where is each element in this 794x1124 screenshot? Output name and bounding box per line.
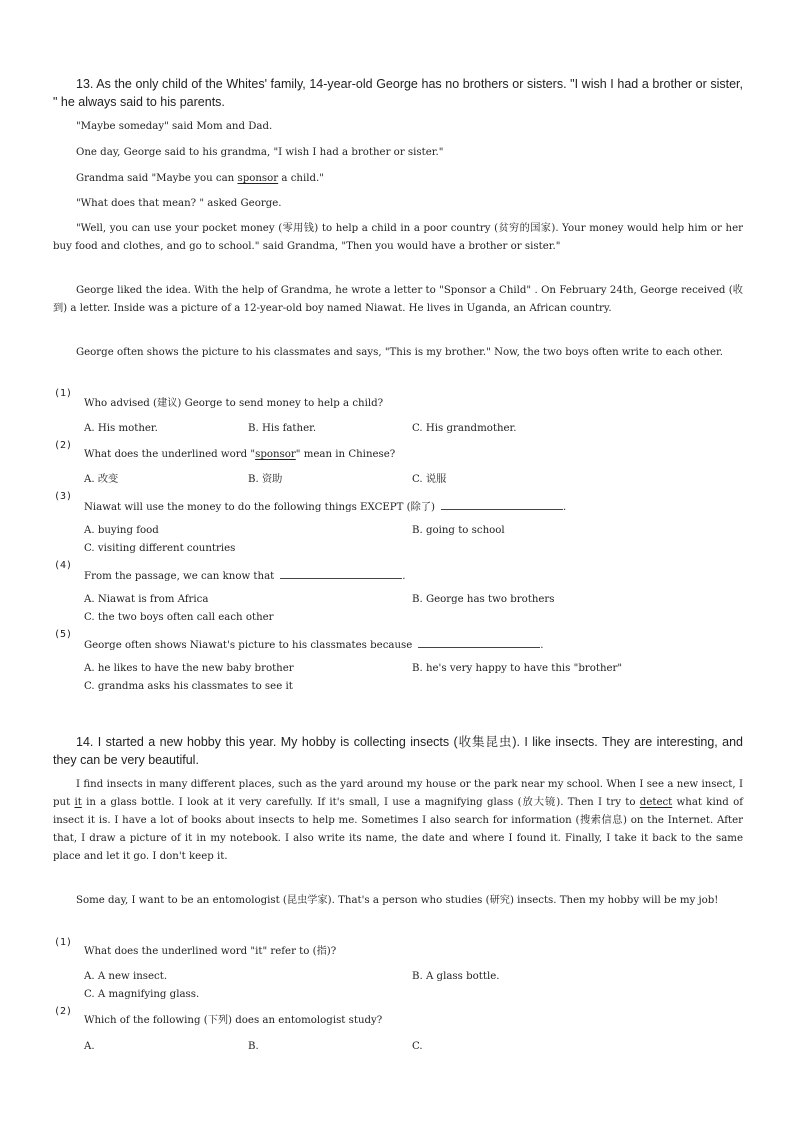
underlined-word-it: it [74, 797, 82, 808]
answer-blank[interactable] [441, 497, 563, 510]
question-text: Which of the following (下列) does an entomologist study? [84, 1015, 383, 1026]
q14-para-2: Some day, I want to be an entomologist (昆虫学家). That's a person who studies (研究) insects. Then my hobby will be my job! [76, 895, 719, 906]
option-a[interactable]: A. 改变 [84, 474, 119, 485]
question-text: What does the underlined word "sponsor" mean in Chinese? [84, 449, 396, 460]
question-number: (3) [54, 491, 73, 502]
question-number: (2) [54, 440, 73, 451]
question-text: Who advised (建议) George to send money to help a child? [84, 398, 384, 409]
option-a[interactable]: A. Niawat is from Africa [84, 594, 209, 605]
q13-para-4: "What does that mean? " asked George. [76, 198, 282, 209]
option-b[interactable]: B. 资助 [248, 474, 283, 485]
q13-para-2: One day, George said to his grandma, "I wish I had a brother or sister." [76, 147, 444, 158]
underlined-word-sponsor: sponsor [255, 449, 296, 460]
q13-para-5: "Well, you can use your pocket money (零用钱) to help a child in a poor country (贫穷的国家). Your money would help him or her buy food and clothes, and go to school." said Grandma, "Then you would have a brother or sister." [53, 223, 743, 252]
option-c[interactable]: C. grandma asks his classmates to see it [84, 681, 293, 692]
question-number: (1) [54, 937, 73, 948]
question-number: (2) [54, 1006, 73, 1017]
q14-para-1: I find insects in many different places, such as the yard around my house or the park near my school. When I see a new insect, I put it in a glass bottle. I look at it very carefully. If it's small, I use a magnifying glass (放大镜). Then I try to detect what kind of insect it is. I have a lot of books about insects to help me. Sometimes I also search for information (搜索信息) on the Internet. After that, I draw a picture of it in my notebook. I also write its name, the date and where I found it. Finally, I take it back to the same place and let it go. I don't keep it. [53, 779, 743, 862]
q13-heading: 13. As the only child of the Whites' family, 14-year-old George has no brothers or sisters. "I wish I had a brother or sister, " he always said to his parents. [53, 77, 743, 109]
option-c[interactable]: C. 说服 [412, 474, 447, 485]
answer-blank[interactable] [280, 566, 402, 579]
question-number: (4) [54, 560, 73, 571]
option-a[interactable]: A. A new insect. [84, 971, 168, 982]
option-a[interactable]: A. he likes to have the new baby brother [84, 663, 294, 674]
option-c[interactable]: C. A magnifying glass. [84, 989, 200, 1000]
option-a[interactable]: A. buying food [84, 525, 159, 536]
option-c[interactable]: C. His grandmother. [412, 423, 517, 434]
underlined-word-detect: detect [639, 797, 673, 808]
q13-para-6: George liked the idea. With the help of Grandma, he wrote a letter to "Sponsor a Child" . On February 24th, George received (收到) a letter. Inside was a picture of a 12-year-old boy named Niawat. He lives in Uganda, an African country. [53, 285, 743, 314]
question-text: George often shows Niawat's picture to his classmates because . [84, 635, 544, 655]
q14-heading: 14. I started a new hobby this year. My hobby is collecting insects (收集昆虫). I like insects. They are interesting, and they can be very beautiful. [53, 735, 743, 767]
question-text: From the passage, we can know that . [84, 566, 406, 586]
option-a[interactable]: A. [84, 1041, 95, 1052]
option-a[interactable]: A. His mother. [84, 423, 158, 434]
question-number: (1) [54, 388, 73, 399]
option-b[interactable]: B. His father. [248, 423, 317, 434]
q13-para-1: "Maybe someday" said Mom and Dad. [76, 121, 273, 132]
option-c[interactable]: C. the two boys often call each other [84, 612, 274, 623]
q13-para-3: Grandma said "Maybe you can sponsor a child." [76, 173, 324, 184]
question-text: What does the underlined word "it" refer to (指)? [84, 946, 337, 957]
option-b[interactable]: B. A glass bottle. [412, 971, 500, 982]
option-b[interactable]: B. [248, 1041, 259, 1052]
option-c[interactable]: C. [412, 1041, 423, 1052]
question-text: Niawat will use the money to do the following things EXCEPT (除了) . [84, 497, 566, 517]
question-number: (5) [54, 629, 73, 640]
underlined-word-sponsor: sponsor [237, 173, 279, 184]
option-c[interactable]: C. visiting different countries [84, 543, 236, 554]
option-b[interactable]: B. George has two brothers [412, 594, 555, 605]
option-b[interactable]: B. he's very happy to have this "brother" [412, 663, 623, 674]
q13-para-7: George often shows the picture to his classmates and says, "This is my brother." Now, the two boys often write to each other. [76, 347, 724, 358]
option-b[interactable]: B. going to school [412, 525, 505, 536]
answer-blank[interactable] [418, 635, 540, 648]
